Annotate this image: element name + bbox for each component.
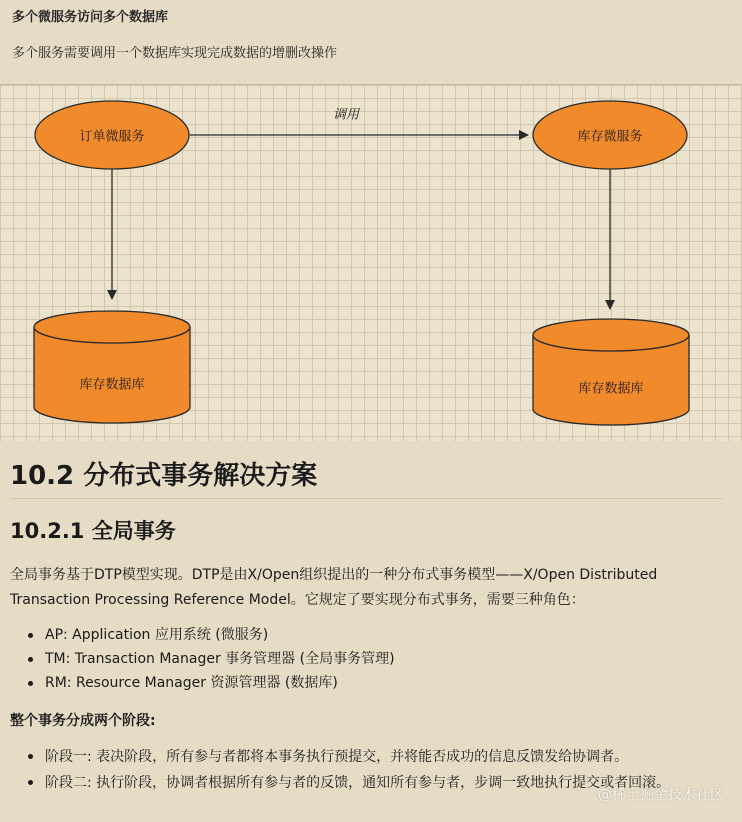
service-database-diagram [0, 84, 742, 441]
left-database-cylinder [34, 311, 190, 423]
list-item: 阶段二: 执行阶段，协调者根据所有参与者的反馈，通知所有参与者，步调一致地执行提交或者回滚。 [28, 770, 718, 796]
right-database-label: 库存数据库 [578, 381, 644, 397]
list-item: AP: Application 应用系统 (微服务) [28, 623, 395, 647]
left-database-label: 库存数据库 [79, 377, 145, 393]
list-item: TM: Transaction Manager 事务管理器 (全局事务管理) [28, 647, 395, 671]
stages-title: 整个事务分成两个阶段: [10, 713, 156, 729]
section-heading-10-2-1: 10.2.1 全局事务 [10, 519, 176, 543]
section-small-heading: 多个微服务访问多个数据库 [12, 10, 169, 25]
watermark: @稀土掘金技术社区 [598, 787, 724, 803]
list-item: RM: Resource Manager 资源管理器 (数据库) [28, 671, 395, 695]
dtp-paragraph: 全局事务基于DTP模型实现。DTP是由X/Open组织提出的一种分布式事务模型——X/Open Distributed Transaction Processing Reference Model。它规定了要实现分布式事务，需要三种角色： [10, 567, 658, 608]
call-label: 调用 [332, 107, 360, 123]
inventory-service-label: 库存微服务 [577, 129, 643, 145]
heading-divider [10, 498, 722, 499]
section-heading-10-2: 10.2 分布式事务解决方案 [10, 461, 318, 491]
section-intro: 多个服务需要调用一个数据库实现完成数据的增删改操作 [12, 46, 338, 61]
roles-list [28, 623, 395, 695]
order-service-label: 订单微服务 [79, 129, 145, 145]
right-database-cylinder [533, 319, 689, 425]
list-item: 阶段一: 表决阶段，所有参与者都将本事务执行预提交，并将能否成功的信息反馈发给协调者。 [28, 744, 718, 770]
